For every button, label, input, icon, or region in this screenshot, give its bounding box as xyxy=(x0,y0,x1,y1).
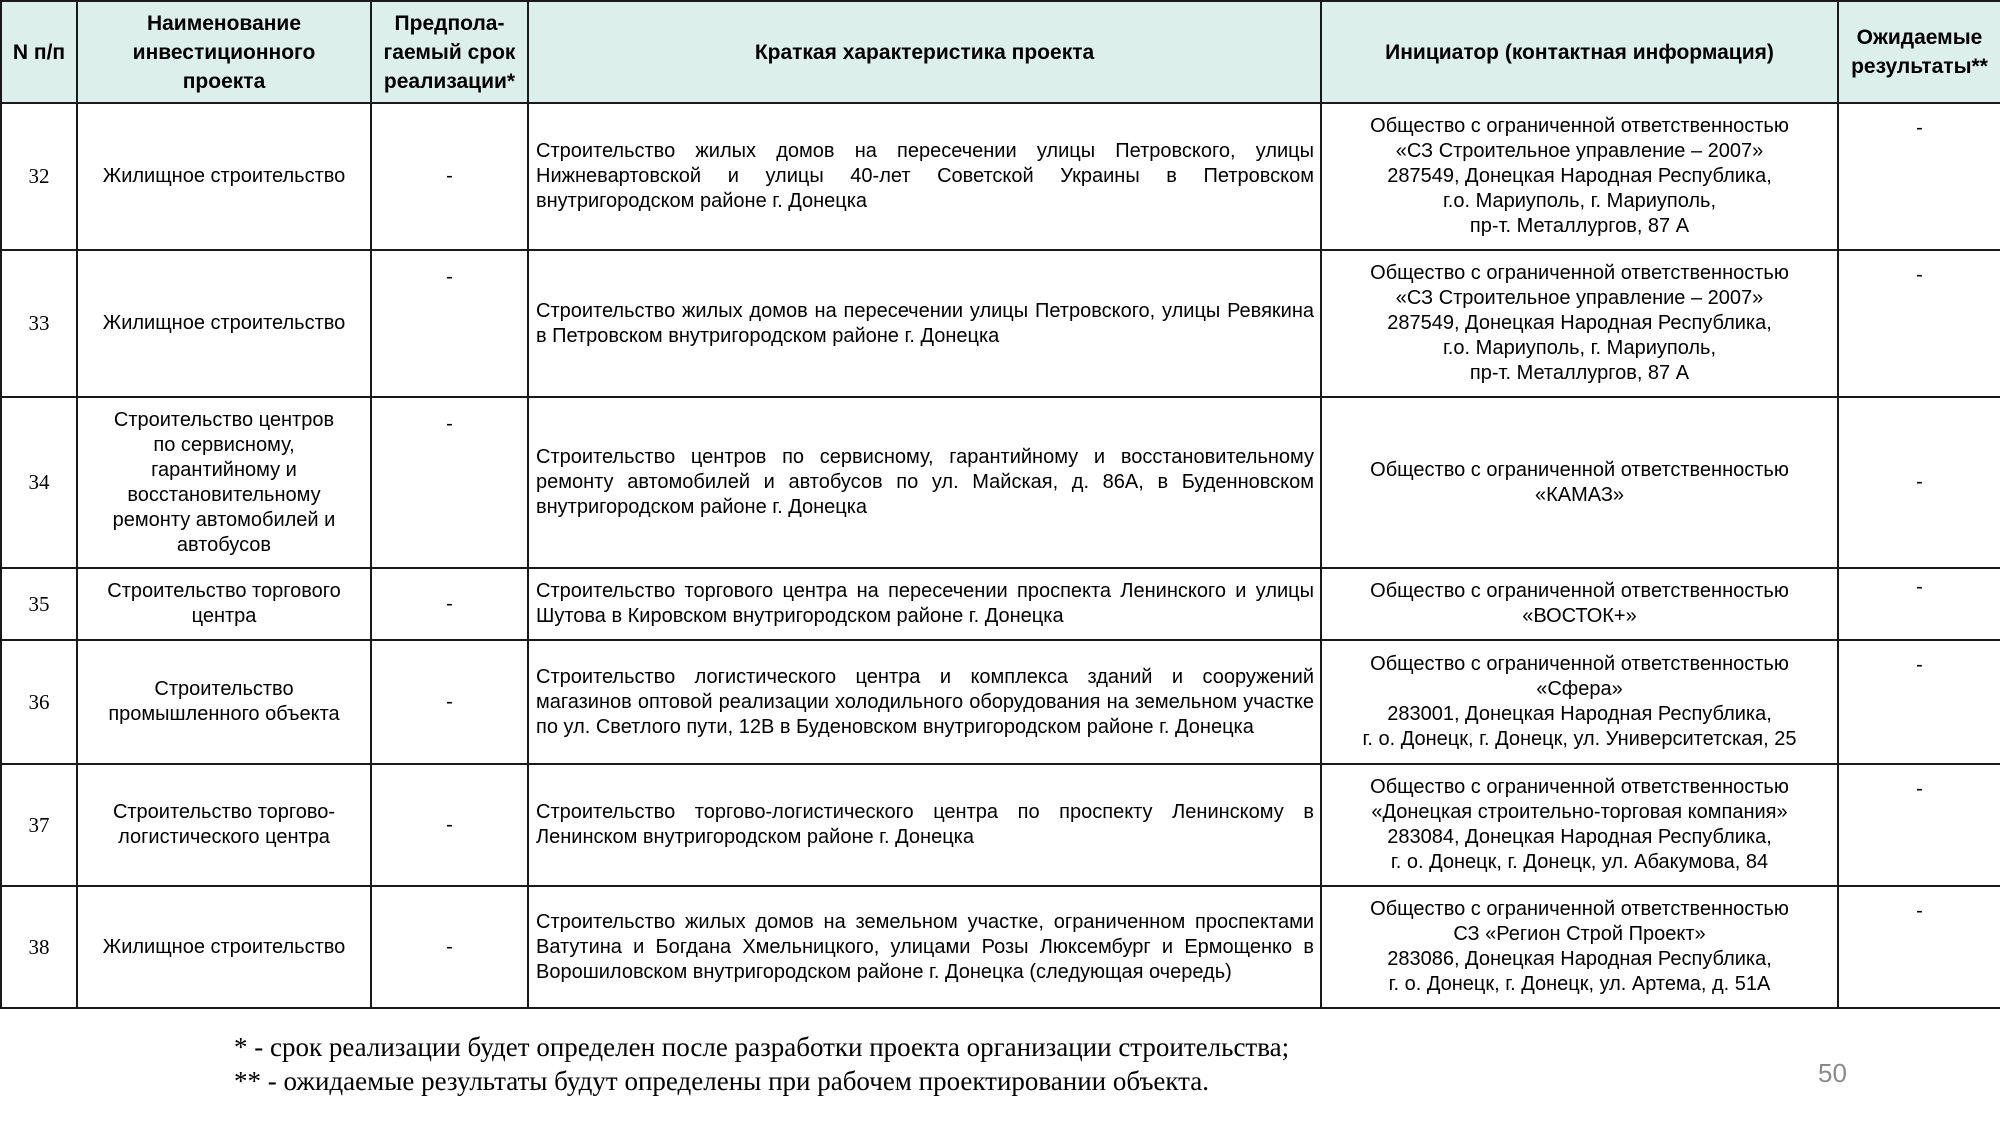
project-results: - xyxy=(1838,103,2000,250)
project-term: - xyxy=(371,640,528,764)
initiator-line: 287549, Донецкая Народная Республика, xyxy=(1387,312,1772,334)
page-number: 50 xyxy=(1818,1058,1847,1088)
initiator-line: пр-т. Металлургов, 87 А xyxy=(1469,215,1690,237)
initiator-line: Общество с ограниченной ответственностью xyxy=(1370,776,1789,798)
project-name-line: Жилищное строительство xyxy=(102,312,346,334)
project-description: Строительство логистического центра и комплекса зданий и сооружений магазинов оптовой реализации холодильного оборудования на земельном участке по ул. Светлого пути, 12В в Буденовском внутригородском районе г. Донецка xyxy=(528,640,1321,764)
project-name-line: ремонту автомобилей и xyxy=(112,508,336,531)
project-name-line: центра xyxy=(191,605,257,627)
row-number: 38 xyxy=(1,886,77,1008)
project-results: - xyxy=(1838,397,2000,568)
initiator-line: 283084, Донецкая Народная Республика, xyxy=(1387,826,1772,848)
header-term-line: реализации* xyxy=(383,69,516,93)
initiator-line: «СЗ Строительное управление – 2007» xyxy=(1395,140,1764,162)
table-row xyxy=(1,568,2000,640)
table-row xyxy=(1,640,2000,764)
footnotes xyxy=(234,1030,1289,1098)
initiator-line: Общество с ограниченной ответственностью xyxy=(1370,262,1789,284)
project-name xyxy=(77,103,371,250)
row-number: 32 xyxy=(1,103,77,250)
initiator-line: «КАМАЗ» xyxy=(1534,483,1625,506)
project-name-line: Жилищное строительство xyxy=(102,165,346,187)
project-term: - xyxy=(371,764,528,886)
initiator-line: «СЗ Строительное управление – 2007» xyxy=(1395,287,1764,309)
header-name-line: проекта xyxy=(182,69,266,93)
initiator-line: СЗ «Регион Строй Проект» xyxy=(1453,923,1706,945)
footnote-results: ** - ожидаемые результаты будут определены при рабочем проектировании объекта. xyxy=(234,1066,1210,1096)
project-description: Строительство торгового центра на пересечении проспекта Ленинского и улицы Шутова в Кировском внутригородском районе г. Донецка xyxy=(528,568,1321,640)
initiator-line: 287549, Донецкая Народная Республика, xyxy=(1387,165,1772,187)
initiator-line: 283001, Донецкая Народная Республика, xyxy=(1387,703,1772,725)
table-header-row xyxy=(1,1,2000,103)
project-term: - xyxy=(371,568,528,640)
footnote-term: * - срок реализации будет определен после разработки проекта организации строительства; xyxy=(234,1032,1290,1062)
header-term xyxy=(371,1,528,103)
row-number: 33 xyxy=(1,250,77,397)
project-initiator xyxy=(1321,103,1838,250)
initiator-line: г.о. Мариуполь, г. Мариуполь, xyxy=(1442,190,1717,212)
initiator-line: 283086, Донецкая Народная Республика, xyxy=(1387,948,1772,970)
header-results-line: Ожидаемые xyxy=(1856,26,1983,49)
project-results: - xyxy=(1838,764,2000,886)
header-term-line: Предпола- xyxy=(394,11,505,35)
initiator-line: «Сфера» xyxy=(1536,678,1623,700)
project-name-line: Строительство центров xyxy=(113,408,335,431)
table-row xyxy=(1,764,2000,886)
initiator-line: пр-т. Металлургов, 87 А xyxy=(1469,362,1690,384)
project-name-line: Строительство торгового xyxy=(107,580,341,602)
table-row xyxy=(1,250,2000,397)
row-number: 34 xyxy=(1,397,77,568)
project-name-line: логистического центра xyxy=(118,826,330,848)
initiator-line: г. о. Донецк, г. Донецк, ул. Абакумова, 84 xyxy=(1390,851,1769,873)
project-name-line: автобусов xyxy=(176,533,272,556)
project-term: - xyxy=(371,886,528,1008)
initiator-line: г. о. Донецк, г. Донецк, ул. Артема, д. 51А xyxy=(1388,973,1771,995)
project-term: - xyxy=(371,250,528,397)
row-number: 35 xyxy=(1,568,77,640)
project-initiator xyxy=(1321,764,1838,886)
project-results: - xyxy=(1838,640,2000,764)
project-description: Строительство жилых домов на пересечении улицы Петровского, улицы Нижневартовской и улицы 40-лет Советской Украины в Петровском внутригородском районе г. Донецка xyxy=(528,103,1321,250)
project-description: Строительство торгово-логистического центра по проспекту Ленинскому в Ленинском внутригородском районе г. Донецка xyxy=(528,764,1321,886)
project-name xyxy=(77,764,371,886)
project-description: Строительство центров по сервисному, гарантийному и восстановительному ремонту автомобилей и автобусов по ул. Майская, д. 86А, в Буденновском внутригородском районе г. Донецка xyxy=(528,397,1321,568)
project-name-line: Строительство xyxy=(154,678,294,700)
initiator-line: «ВОСТОК+» xyxy=(1522,605,1637,627)
header-term-line: гаемый срок xyxy=(383,40,516,64)
project-initiator xyxy=(1321,640,1838,764)
initiator-line: Общество с ограниченной ответственностью xyxy=(1370,115,1789,137)
project-name-line: промышленного объекта xyxy=(108,703,340,725)
header-initiator: Инициатор (контактная информация) xyxy=(1321,1,1838,103)
project-term: - xyxy=(371,103,528,250)
project-term: - xyxy=(371,397,528,568)
project-initiator xyxy=(1321,250,1838,397)
project-name-line: восстановительному xyxy=(127,483,321,506)
project-name-line: Жилищное строительство xyxy=(102,935,346,958)
row-number: 36 xyxy=(1,640,77,764)
initiator-line: «Донецкая строительно-торговая компания» xyxy=(1371,801,1788,823)
project-initiator xyxy=(1321,568,1838,640)
project-name xyxy=(77,397,371,568)
table-row xyxy=(1,103,2000,250)
project-name-line: Строительство торгово- xyxy=(112,801,336,823)
row-number: 37 xyxy=(1,764,77,886)
initiator-line: Общество с ограниченной ответственностью xyxy=(1370,653,1789,675)
project-initiator xyxy=(1321,886,1838,1008)
initiator-line: Общество с ограниченной ответственностью xyxy=(1370,458,1789,481)
header-num: N п/п xyxy=(1,1,77,103)
project-results: - xyxy=(1838,568,2000,640)
project-name-line: по сервисному, xyxy=(153,433,295,456)
project-initiator xyxy=(1321,397,1838,568)
header-name-line: инвестиционного xyxy=(132,40,316,64)
project-description: Строительство жилых домов на земельном участке, ограниченном проспектами Ватутина и Богдана Хмельницкого, улицами Розы Люксембург и Ермощенко в Ворошиловском внутригородском районе г. Донецка (следующая очередь) xyxy=(528,886,1321,1008)
header-description: Краткая характеристика проекта xyxy=(528,1,1321,103)
table-row xyxy=(1,397,2000,568)
initiator-line: Общество с ограниченной ответственностью xyxy=(1370,580,1789,602)
initiator-line: г.о. Мариуполь, г. Мариуполь, xyxy=(1442,337,1717,359)
project-name xyxy=(77,568,371,640)
header-results xyxy=(1838,1,2000,103)
project-name xyxy=(77,886,371,1008)
project-results: - xyxy=(1838,250,2000,397)
initiator-line: г. о. Донецк, г. Донецк, ул. Университетская, 25 xyxy=(1362,728,1797,750)
table-row xyxy=(1,886,2000,1008)
project-description: Строительство жилых домов на пересечении улицы Петровского, улицы Ревякина в Петровском внутригородском районе г. Донецка xyxy=(528,250,1321,397)
project-name xyxy=(77,640,371,764)
header-name-line: Наименование xyxy=(146,11,302,35)
project-name-line: гарантийному и xyxy=(151,458,297,481)
initiator-line: Общество с ограниченной ответственностью xyxy=(1370,898,1789,920)
header-results-line: результаты** xyxy=(1851,55,1988,78)
header-name xyxy=(77,1,371,103)
project-results: - xyxy=(1838,886,2000,1008)
project-name xyxy=(77,250,371,397)
